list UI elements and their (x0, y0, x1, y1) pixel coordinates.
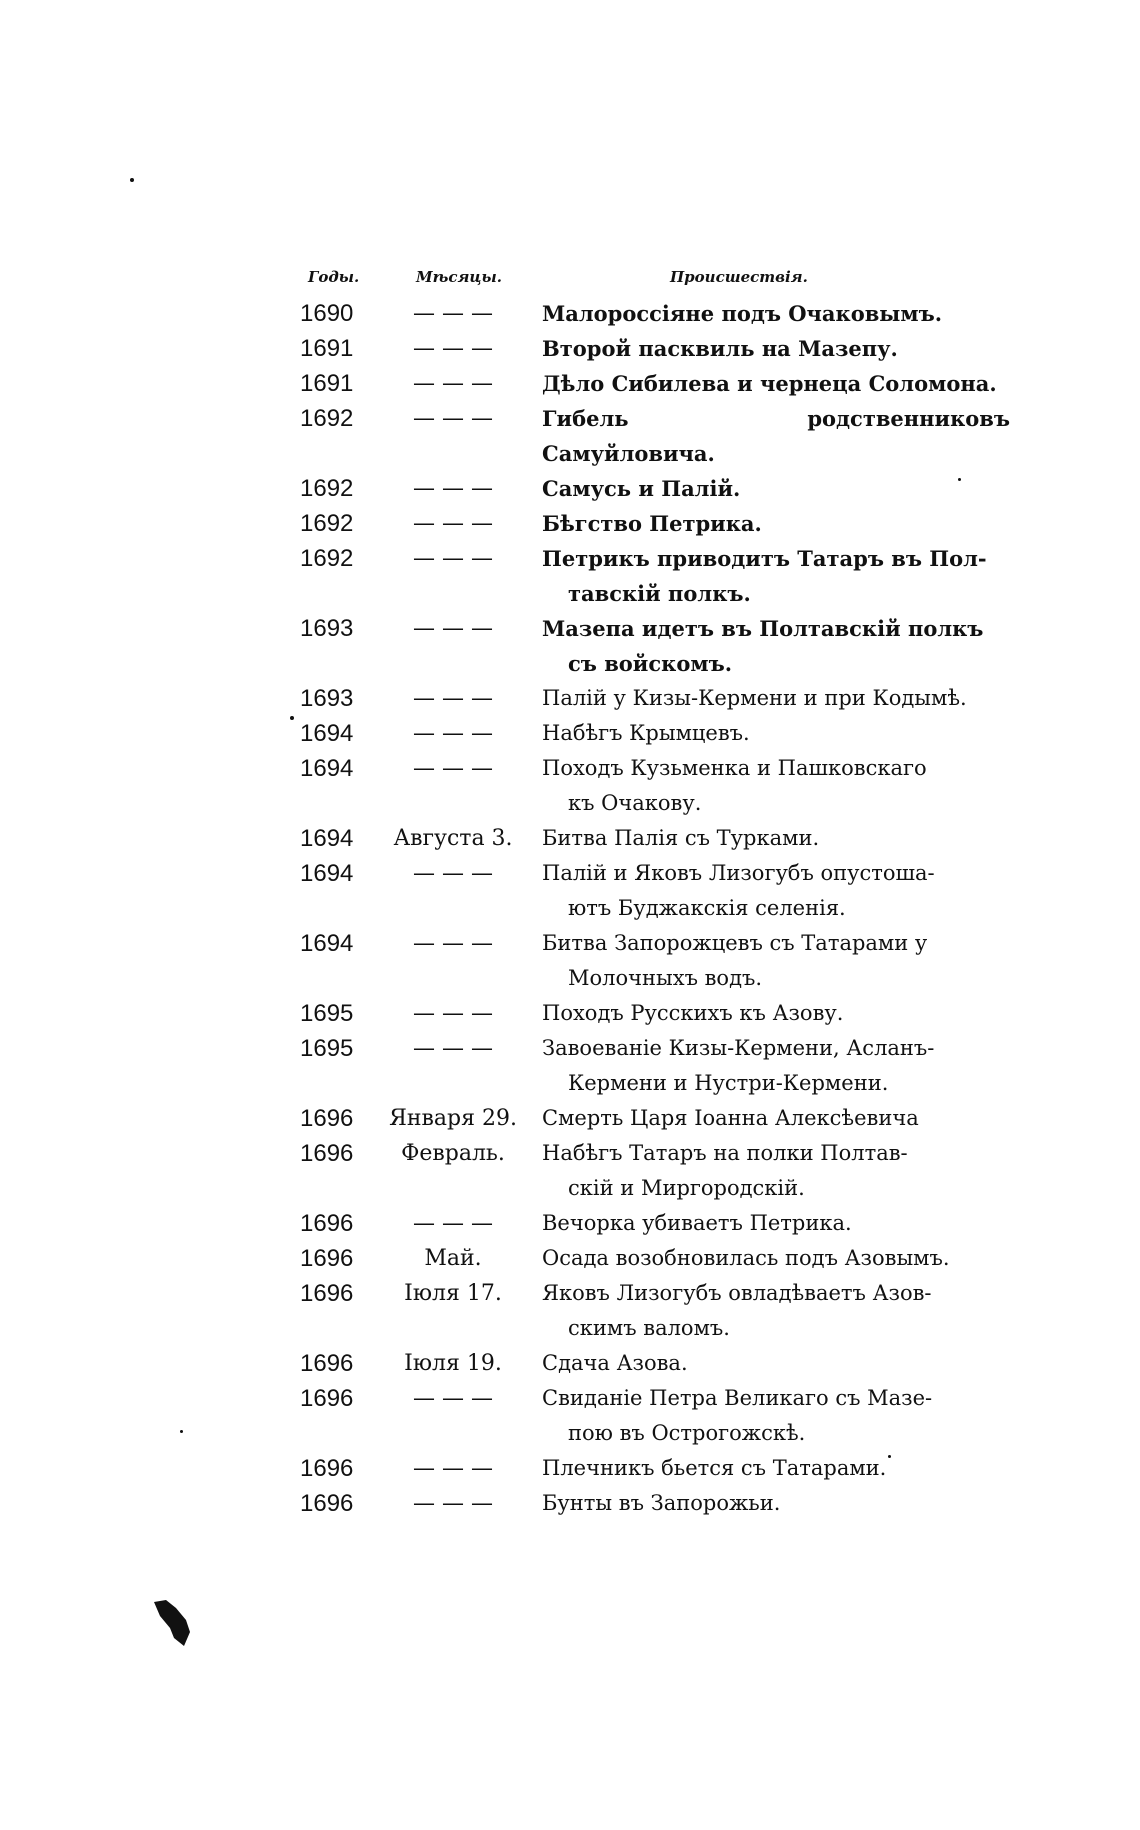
header-months: Мѣсяцы. (416, 268, 502, 286)
event-text-continued: пою въ Острогожскѣ. (568, 1421, 806, 1445)
event-text: Набѣгъ Татаръ на полки Полтав- (542, 1141, 908, 1165)
event-text-continued: тавскій полкъ. (568, 581, 751, 606)
table-row (300, 541, 1020, 611)
year-cell: 1691 (300, 370, 354, 397)
table-row (300, 1486, 1020, 1521)
event-text-continued: съ войскомъ. (568, 651, 733, 676)
header-events: Происшествія. (670, 268, 808, 286)
year-cell: 1690 (300, 300, 354, 327)
event-text: Вечорка убиваетъ Петрика. (542, 1211, 852, 1235)
month-cell: — — — (413, 756, 493, 781)
year-cell: 1696 (300, 1350, 354, 1377)
chronology-table (300, 296, 1020, 1521)
table-header (300, 268, 1020, 292)
header-years: Годы. (308, 268, 360, 286)
year-cell: 1695 (300, 1000, 354, 1027)
event-cell (528, 856, 1020, 926)
month-cell: Іюля 17. (404, 1281, 502, 1306)
event-text: Самусь и Палій. (542, 476, 741, 501)
table-row (300, 751, 1020, 821)
month-cell: Февраль. (401, 1141, 505, 1166)
table-row (300, 856, 1020, 926)
event-text: Палій у Кизы-Кермени и при Кодымѣ. (542, 686, 967, 710)
month-cell: — — — (413, 546, 493, 571)
year-cell: 1695 (300, 1035, 354, 1062)
event-cell (528, 716, 1020, 751)
month-cell: — — — (413, 301, 493, 326)
paper-speck (888, 1455, 891, 1458)
table-row (300, 1346, 1020, 1381)
event-text: Плечникъ бьется съ Татарами. (542, 1456, 887, 1480)
month-cell: — — — (413, 406, 493, 431)
month-cell: — — — (413, 931, 493, 956)
event-text-continued: Кермени и Нустри-Кермени. (568, 1071, 889, 1095)
year-cell: 1692 (300, 545, 354, 572)
table-row (300, 996, 1020, 1031)
event-cell (528, 821, 1020, 856)
event-cell (528, 1101, 1020, 1136)
year-cell: 1692 (300, 475, 354, 502)
event-cell (528, 681, 1020, 716)
table-row (300, 821, 1020, 856)
event-cell (528, 996, 1020, 1031)
ink-blot (152, 1598, 192, 1648)
event-cell (528, 1381, 1020, 1451)
table-row (300, 611, 1020, 681)
month-cell: Августа 3. (393, 826, 513, 851)
event-text: Дѣло Сибилева и чернеца Соломона. (542, 371, 997, 396)
event-text: Бѣгство Петрика. (542, 511, 762, 536)
table-row (300, 331, 1020, 366)
year-cell: 1692 (300, 510, 354, 537)
month-cell: — — — (413, 371, 493, 396)
event-cell (528, 331, 1020, 366)
year-cell: 1696 (300, 1455, 354, 1482)
year-cell: 1694 (300, 860, 354, 887)
table-row (300, 1136, 1020, 1206)
table-row (300, 366, 1020, 401)
month-cell: — — — (413, 1001, 493, 1026)
table-row (300, 1451, 1020, 1486)
paper-speck (130, 178, 134, 182)
month-cell: — — — (413, 1491, 493, 1516)
event-cell (528, 1346, 1020, 1381)
event-text-continued: Молочныхъ водъ. (568, 966, 763, 990)
month-cell: — — — (413, 1211, 493, 1236)
month-cell: — — — (413, 1386, 493, 1411)
event-cell (528, 1241, 1020, 1276)
year-cell: 1692 (300, 405, 354, 432)
month-cell: Іюля 19. (404, 1351, 502, 1376)
event-cell (528, 401, 1020, 471)
year-cell: 1691 (300, 335, 354, 362)
month-cell: — — — (413, 336, 493, 361)
table-row (300, 926, 1020, 996)
year-cell: 1694 (300, 720, 354, 747)
event-text: Походъ Русскихъ къ Азову. (542, 1001, 844, 1025)
year-cell: 1696 (300, 1105, 354, 1132)
year-cell: 1696 (300, 1280, 354, 1307)
table-row (300, 401, 1020, 471)
event-cell (528, 471, 1020, 506)
event-text: Походъ Кузьменка и Пашковскаго (542, 756, 927, 780)
year-cell: 1694 (300, 930, 354, 957)
month-cell: Января 29. (389, 1106, 517, 1131)
event-text: Набѣгъ Крымцевъ. (542, 721, 750, 745)
event-text: Осада возобновилась подъ Азовымъ. (542, 1246, 950, 1270)
event-text: Битва Палія съ Турками. (542, 826, 820, 850)
event-text: Яковъ Лизогубъ овладѣваетъ Азов- (542, 1281, 932, 1305)
event-text: Петрикъ приводитъ Татаръ въ Пол- (542, 546, 987, 571)
paper-speck (958, 478, 961, 481)
table-row (300, 1381, 1020, 1451)
event-cell (528, 296, 1020, 331)
month-cell: — — — (413, 511, 493, 536)
table-row (300, 471, 1020, 506)
year-cell: 1694 (300, 755, 354, 782)
event-text: Малороссіяне подъ Очаковымъ. (542, 301, 943, 326)
month-cell: — — — (413, 721, 493, 746)
event-text: Палій и Яковъ Лизогубъ опустоша- (542, 861, 935, 885)
table-row (300, 1031, 1020, 1101)
month-cell: — — — (413, 1456, 493, 1481)
year-cell: 1693 (300, 615, 354, 642)
event-cell (528, 506, 1020, 541)
event-text: Сдача Азова. (542, 1351, 688, 1375)
event-cell (528, 366, 1020, 401)
table-row (300, 506, 1020, 541)
event-text-continued: скимъ валомъ. (568, 1316, 730, 1340)
event-text: Второй пасквиль на Мазепу. (542, 336, 898, 361)
event-cell (528, 1136, 1020, 1206)
paper-speck (290, 716, 294, 720)
year-cell: 1696 (300, 1245, 354, 1272)
event-text-continued: ютъ Буджакскія селенія. (568, 896, 846, 920)
event-cell (528, 1276, 1020, 1346)
year-cell: 1696 (300, 1210, 354, 1237)
event-cell (528, 541, 1020, 611)
event-text: Гибель родственниковъ Самуйловича. (542, 406, 1010, 466)
event-cell (528, 751, 1020, 821)
month-cell: — — — (413, 686, 493, 711)
year-cell: 1694 (300, 825, 354, 852)
table-row (300, 1241, 1020, 1276)
year-cell: 1696 (300, 1385, 354, 1412)
event-cell (528, 1486, 1020, 1521)
month-cell: — — — (413, 861, 493, 886)
year-cell: 1696 (300, 1490, 354, 1517)
event-cell (528, 1451, 1020, 1486)
paper-speck (180, 1430, 183, 1433)
year-cell: 1696 (300, 1140, 354, 1167)
table-row (300, 1276, 1020, 1346)
event-text-continued: скій и Миргородскій. (568, 1176, 805, 1200)
table-row (300, 1206, 1020, 1241)
year-cell: 1693 (300, 685, 354, 712)
event-text: Битва Запорожцевъ съ Татарами у (542, 931, 928, 955)
event-text: Смерть Царя Іоанна Алексѣевича (542, 1106, 919, 1130)
month-cell: Май. (424, 1246, 482, 1271)
month-cell: — — — (413, 1036, 493, 1061)
table-row (300, 1101, 1020, 1136)
month-cell: — — — (413, 476, 493, 501)
event-text: Бунты въ Запорожьи. (542, 1491, 781, 1515)
event-cell (528, 1206, 1020, 1241)
event-text-continued: къ Очакову. (568, 791, 702, 815)
event-cell (528, 611, 1020, 681)
table-row (300, 716, 1020, 751)
table-row (300, 681, 1020, 716)
table-row (300, 296, 1020, 331)
event-text: Завоеваніе Кизы-Кермени, Асланъ- (542, 1036, 935, 1060)
event-cell (528, 926, 1020, 996)
month-cell: — — — (413, 616, 493, 641)
event-text: Мазепа идетъ въ Полтавскій полкъ (542, 616, 984, 641)
event-text: Свиданіе Петра Великаго съ Мазе- (542, 1386, 933, 1410)
event-cell (528, 1031, 1020, 1101)
